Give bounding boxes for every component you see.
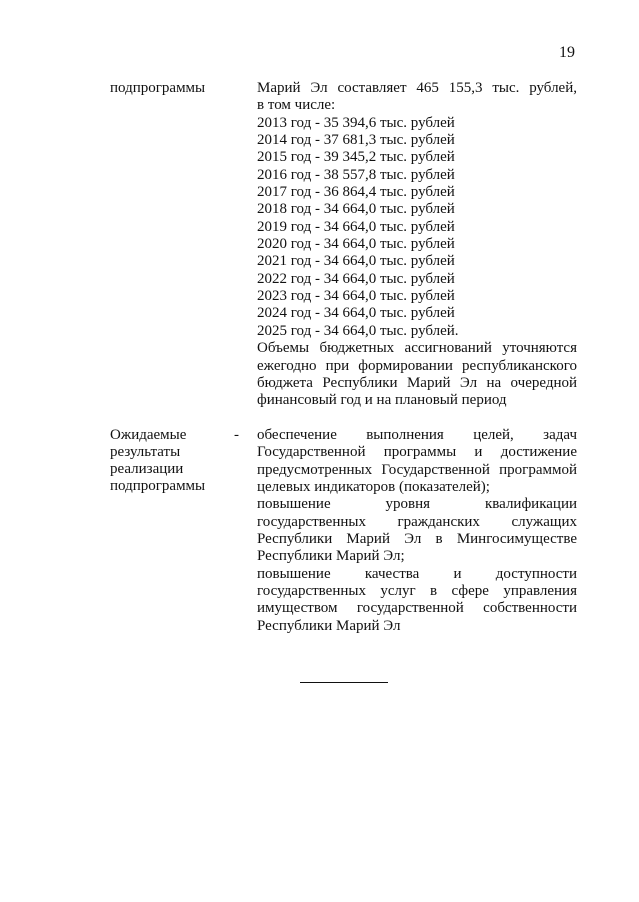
text-line: ежегодно при формировании республиканского	[257, 357, 577, 374]
text-line: государственных услуг в сфере управления	[257, 583, 577, 600]
text-line: в том числе:	[257, 97, 336, 114]
financing-text	[257, 80, 577, 410]
text-line: Республики Марий Эл;	[257, 548, 405, 565]
row-dash: -	[234, 427, 239, 443]
row-label-financing: подпрограммы	[110, 80, 206, 96]
year-amount-2022: 2022 год - 34 664,0 тыс. рублей	[257, 270, 455, 287]
year-amount-2013: 2013 год - 35 394,6 тыс. рублей	[257, 114, 455, 131]
year-amount-2023: 2023 год - 34 664,0 тыс. рублей	[257, 288, 455, 305]
text-line: целевых индикаторов (показателей);	[257, 479, 490, 496]
label-line: результаты	[110, 444, 181, 460]
year-amount-2016: 2016 год - 38 557,8 тыс. рублей	[257, 166, 455, 183]
page-number: 19	[559, 44, 575, 61]
text-line: Объемы бюджетных ассигнований уточняются	[257, 340, 577, 357]
year-amount-2019: 2019 год - 34 664,0 тыс. рублей	[257, 218, 455, 235]
year-amount-2017: 2017 год - 36 864,4 тыс. рублей	[257, 184, 455, 201]
year-amount-2025: 2025 год - 34 664,0 тыс. рублей.	[257, 322, 459, 339]
text-line: государственных гражданских служащих	[257, 513, 577, 530]
text-line: Марий Эл составляет 465 155,3 тыс. рублей,	[257, 80, 577, 96]
year-amount-2020: 2020 год - 34 664,0 тыс. рублей	[257, 236, 455, 253]
text-line: финансовый год и на плановый период	[257, 392, 507, 409]
end-divider-line	[300, 682, 388, 683]
label-line: подпрограммы	[110, 478, 206, 494]
year-amount-2015: 2015 год - 39 345,2 тыс. рублей	[257, 149, 455, 166]
year-amount-2018: 2018 год - 34 664,0 тыс. рублей	[257, 201, 455, 218]
year-amount-2014: 2014 год - 37 681,3 тыс. рублей	[257, 132, 455, 149]
text-line: обеспечение выполнения целей, задач	[257, 427, 577, 443]
text-line: повышение уровня квалификации	[257, 496, 577, 513]
text-line: Республики Марий Эл в Мингосимуществе	[257, 531, 577, 548]
year-amount-2024: 2024 год - 34 664,0 тыс. рублей	[257, 305, 455, 322]
text-line: предусмотренных Государственной программой	[257, 461, 577, 478]
text-line: бюджета Республики Марий Эл на очередной	[257, 374, 577, 391]
expected-results-text	[257, 427, 577, 635]
text-line: Государственной программы и достижение	[257, 444, 577, 461]
label-line: реализации	[110, 461, 184, 477]
label-line: Ожидаемые	[110, 427, 187, 443]
row-label-expected-results	[110, 427, 235, 495]
text-line: имуществом государственной собственности	[257, 600, 577, 617]
text-line: повышение качества и доступности	[257, 565, 577, 582]
text-line: Республики Марий Эл	[257, 617, 401, 634]
year-amount-2021: 2021 год - 34 664,0 тыс. рублей	[257, 253, 455, 270]
